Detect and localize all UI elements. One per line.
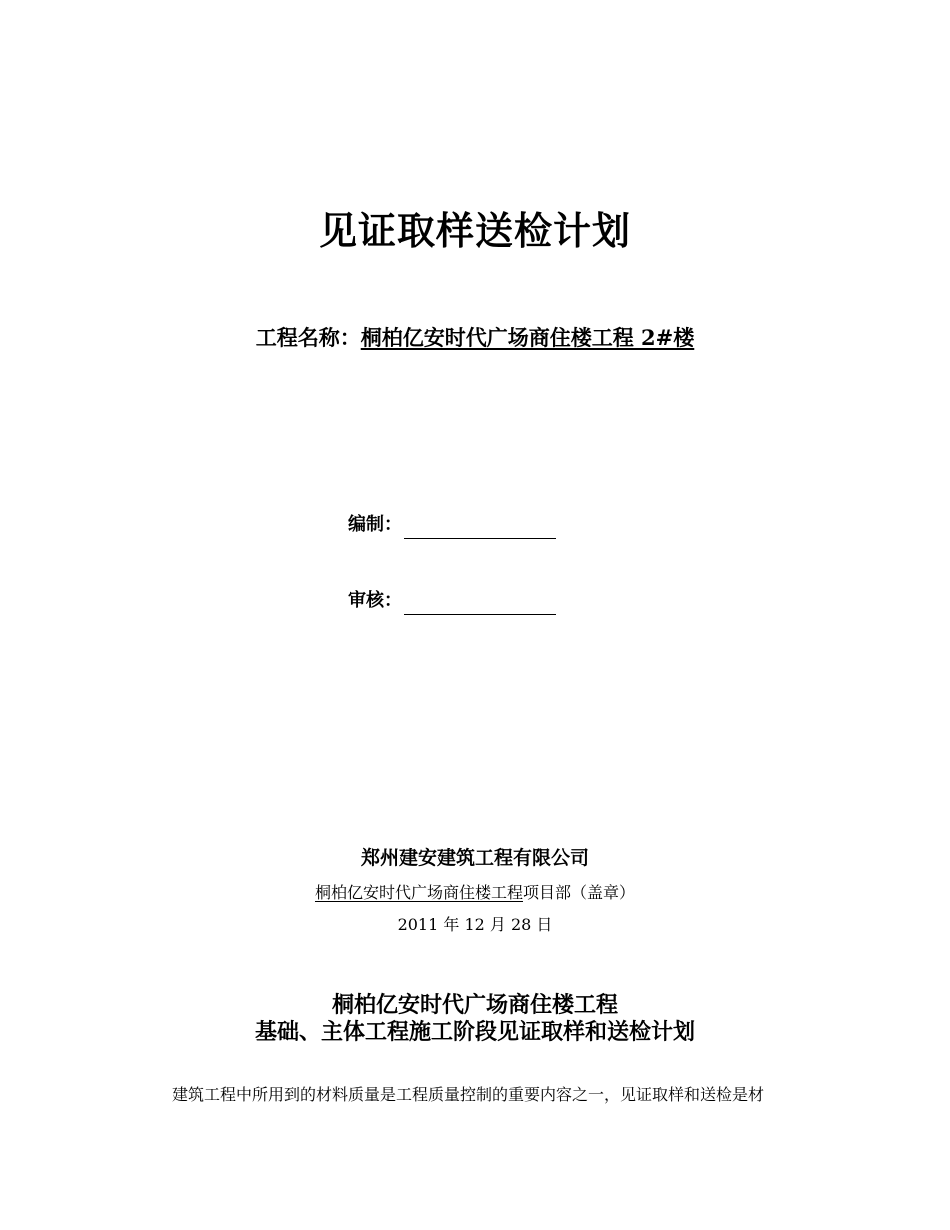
project-name-line (0, 322, 950, 354)
body-paragraph: 建筑工程中所用到的材料质量是工程质量控制的重要内容之一，见证取样和送检是材 (172, 1085, 765, 1104)
document-date: 2011 年 12 月 28 日 (397, 915, 553, 934)
project-name-label: 工程名称： (255, 325, 361, 350)
main-title: 见证取样送检计划 (318, 208, 631, 253)
project-department-name: 桐柏亿安时代广场商住楼工程 (314, 883, 523, 902)
compiler-signature-row (348, 511, 556, 539)
compiler-signature-blank (404, 518, 556, 539)
project-department-line (0, 880, 950, 906)
project-department-suffix: 项目部（盖章） (523, 883, 636, 902)
compiler-label: 编制： (348, 514, 402, 535)
reviewer-signature-blank (404, 594, 556, 615)
reviewer-signature-row (348, 587, 556, 615)
reviewer-label: 审核： (348, 590, 402, 611)
project-name-value: 桐柏亿安时代广场商住楼工程 2#楼 (360, 325, 695, 350)
section-title-line-2: 基础、主体工程施工阶段见证取样和送检计划 (254, 1019, 695, 1045)
company-name: 郑州建安建筑工程有限公司 (360, 847, 589, 869)
section-title-line-1: 桐柏亿安时代广场商住楼工程 (331, 992, 618, 1018)
